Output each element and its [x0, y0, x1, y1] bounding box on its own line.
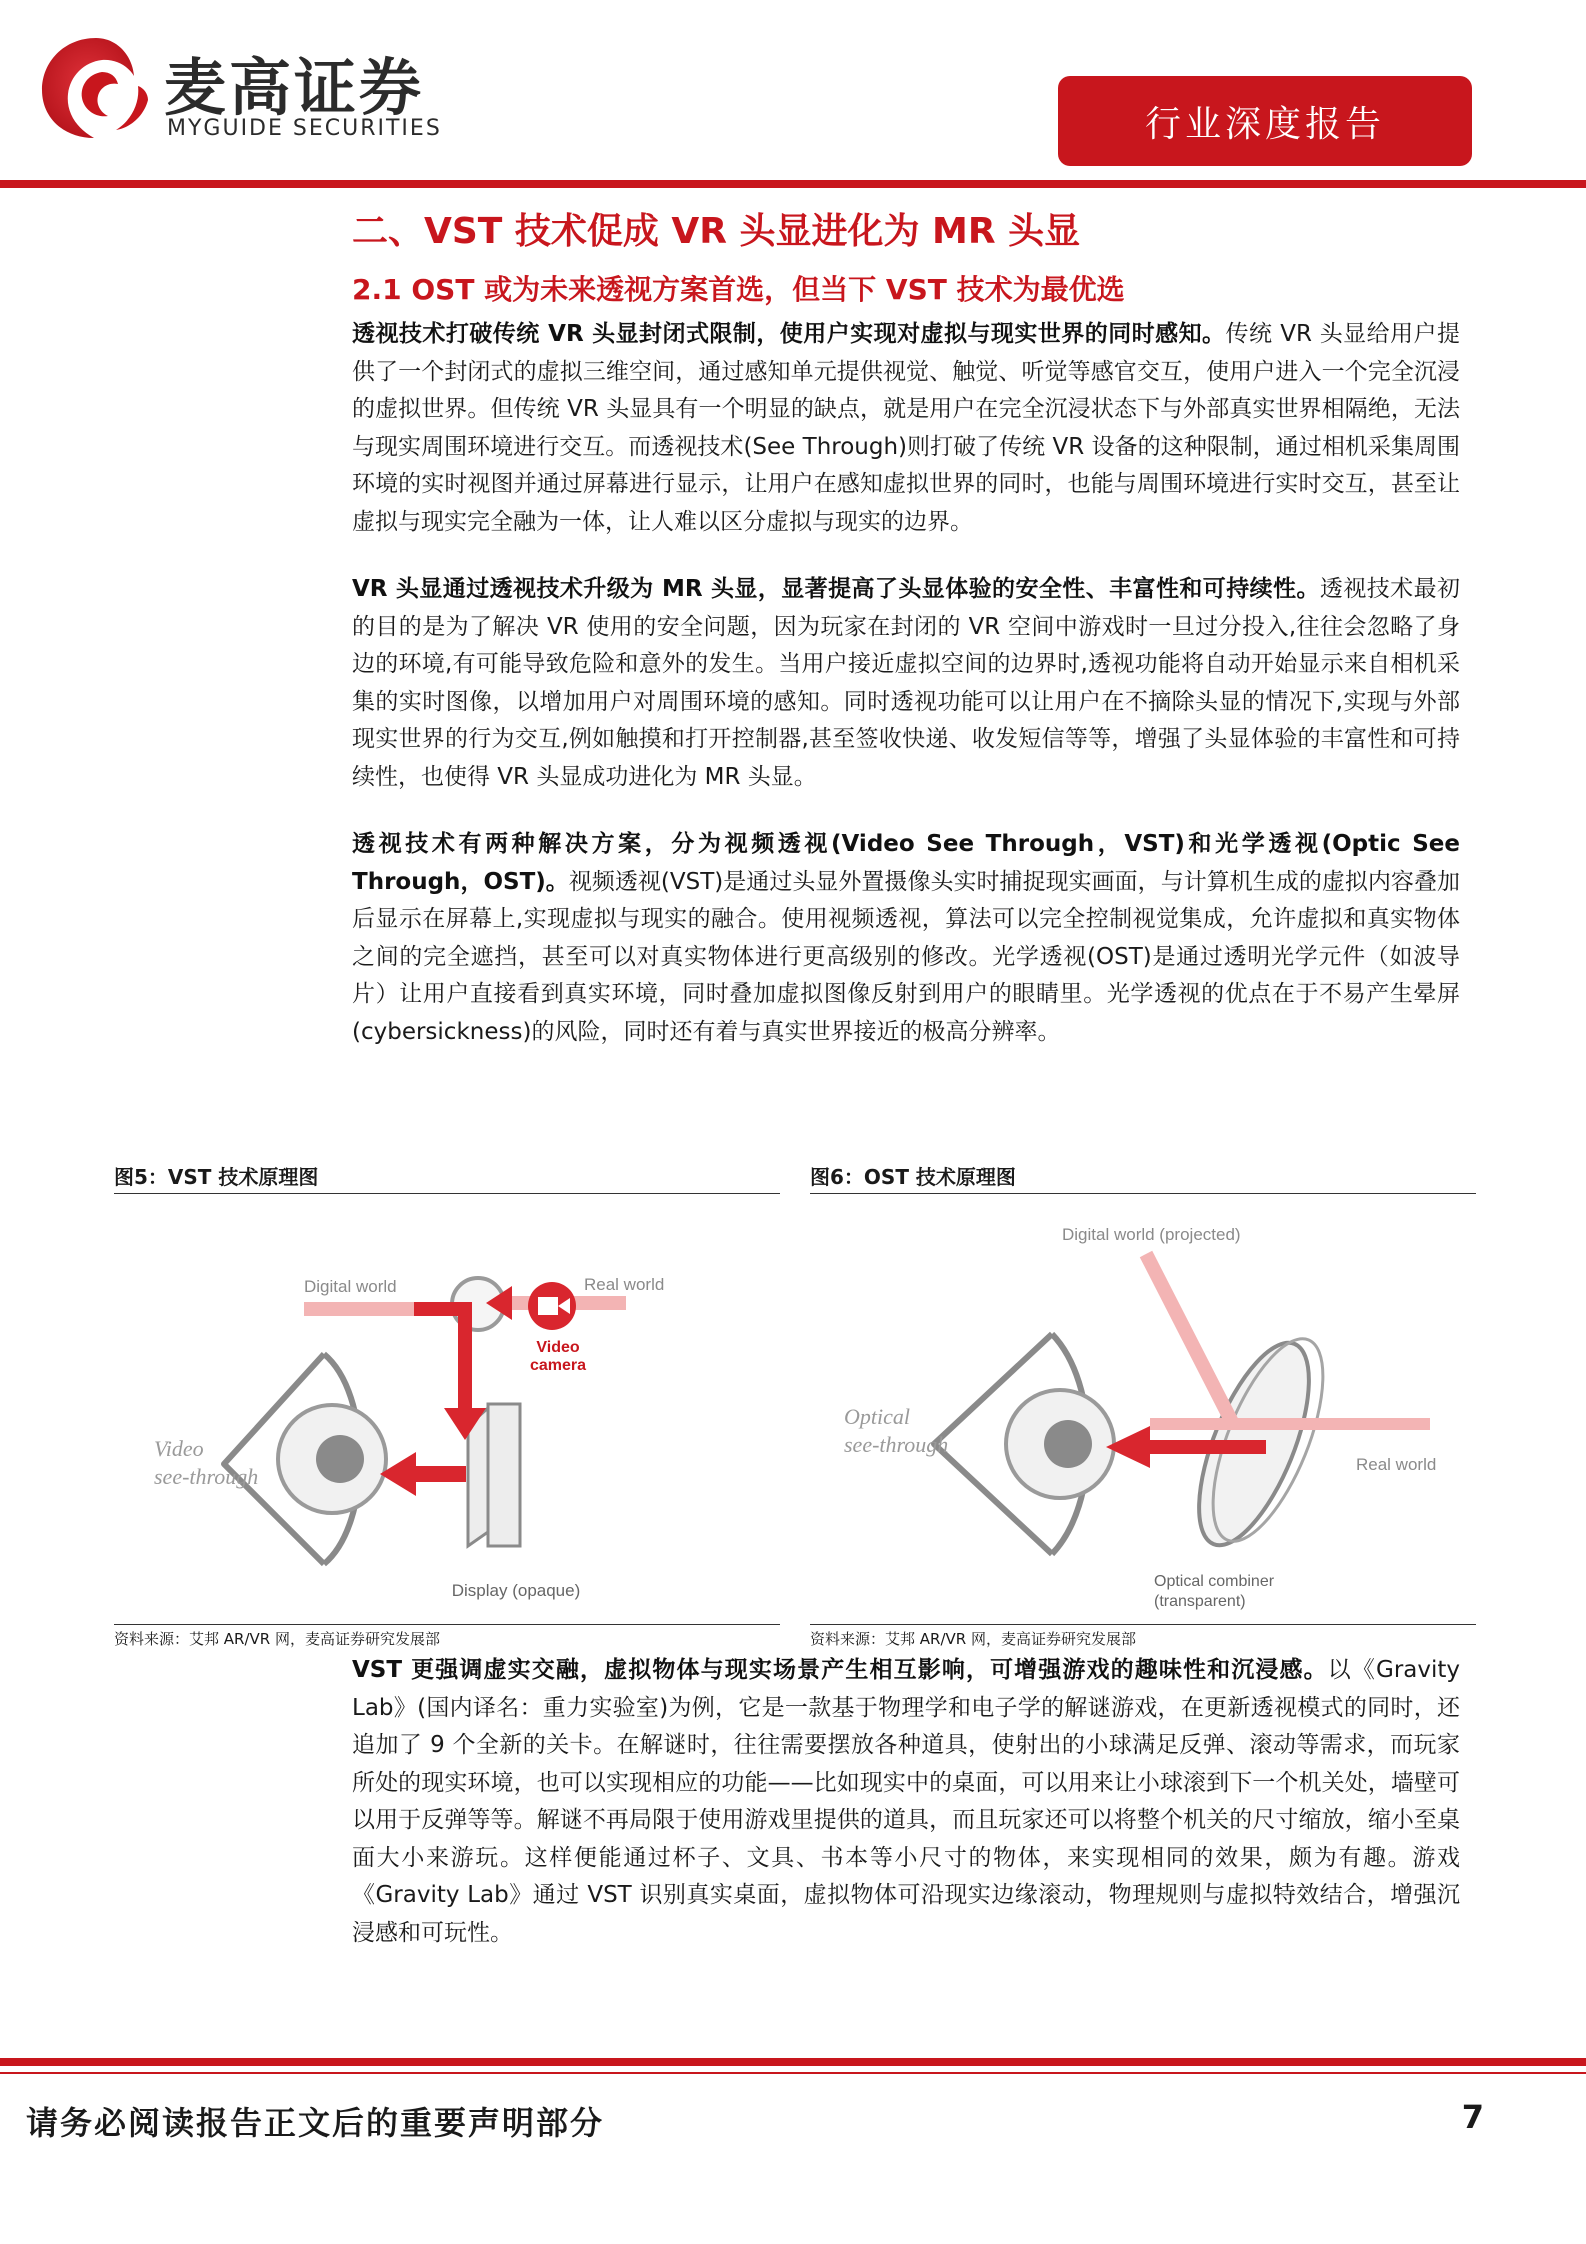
footer-divider-thin [0, 2072, 1586, 2074]
paragraph-3-body: 视频透视(VST)是通过头显外置摄像头实时捕捉现实画面，与计算机生成的虚拟内容叠加后显示在屏幕上,实现虚拟与现实的融合。使用视频透视，算法可以完全控制视觉集成，允许虚拟和真实物体之间的完全遮挡，甚至可以对真实物体进行更高级别的修改。光学透视(OST)是通过透明光学元件（如波导片）让用户直接看到真实环境，同时叠加虚拟图像反射到用户的眼睛里。光学透视的优点在于不易产生晕屏(cybersickness)的风险，同时还有着与真实世界接近的极高分辨率。 [352, 868, 1460, 1045]
eye-icon [224, 1354, 386, 1564]
figure-vst-source: 资料来源：艾邦 AR/VR 网，麦高证券研究发展部 [114, 1624, 780, 1653]
figure-vst-title: 图5：VST 技术原理图 [114, 1160, 780, 1194]
label-mode-2: see-through [154, 1464, 259, 1489]
label-mode-2: see-through [844, 1432, 949, 1457]
label-display: Display (opaque) [451, 1581, 581, 1600]
footer-disclaimer: 请务必阅读报告正文后的重要声明部分 [26, 2104, 605, 2142]
main-content [352, 206, 1460, 1051]
figure-vst-diagram [114, 1194, 780, 1624]
subsection-title: 2.1 OST 或为未来透视方案首选，但当下 VST 技术为最优选 [352, 273, 1125, 306]
paragraph-3-lead: 透视技术有两种解决方案，分为视频透视(Video See Through，VST)和光学透视(Optic See Through，OST)。 [352, 831, 1460, 895]
paragraph-1-lead: 透视技术打破传统 VR 头显封闭式限制，使用户实现对虚拟与现实世界的同时感知。 [352, 321, 1226, 347]
paragraph-4-body: 以《Gravity Lab》(国内译名：重力实验室)为例，它是一款基于物理学和电子学的解谜游戏，在更新透视模式的同时，还追加了 9 个全新的关卡。在解谜时，往往需要摆放各种道具，使射出的小球满足反弹、滚动等需求，而玩家所处的现实环境，也可以实现相应的功能——比如现实中的桌面，可以用来让小球滚到下一个机关处，墙壁可以用于反弹等等。解谜不再局限于使用游戏里提供的道具，而且玩家还可以将整个机关的尺寸缩放，缩小至桌面大小来游玩。这样便能通过杯子、文具、书本等小尺寸的物体，来实现相同的效果，颇为有趣。游戏《Gravity Lab》通过 VST 识别真实桌面，虚拟物体可沿现实边缘滚动，物理规则与虚拟特效结合，增强沉浸感和可玩性。 [352, 1657, 1460, 1946]
display-panel-icon [468, 1404, 520, 1546]
logo-english-name: MYGUIDE SECURITIES [167, 116, 442, 141]
section-title: 二、VST 技术促成 VR 头显进化为 MR 头显 [352, 211, 1081, 252]
paragraph-1-body: 传统 VR 头显给用户提供了一个封闭式的虚拟三维空间，通过感知单元提供视觉、触觉、听觉等感官交互，使用户进入一个完全沉浸的虚拟世界。但传统 VR 头显具有一个明显的缺点，就是用户在完全沉浸状态下与外部真实世界相隔绝，无法与现实周围环境进行交互。而透视技术(See Through)则打破了传统 VR 设备的这种限制，通过相机采集周围环境的实时视图并通过屏幕进行显示，让用户在感知虚拟世界的同时，也能与周围环境进行实时交互，甚至让虚拟与现实完全融为一体，让人难以区分虚拟与现实的边界。 [352, 321, 1461, 535]
paragraph-2-body: 透视技术最初的目的是为了解决 VR 使用的安全问题，因为玩家在封闭的 VR 空间中游戏时一旦过分投入,往往会忽略了身边的环境,有可能导致危险和意外的发生。当用户接近虚拟空间的边界时,透视功能将自动开始显示来自相机采集的实时图像，以增加用户对周围环境的感知。同时透视功能可以让用户在不摘除头显的情况下,实现与外部现实世界的行为交互,例如触摸和打开控制器,甚至签收快递、收发短信等等，增强了头显体验的丰富性和可持续性，也使得 VR 头显成功进化为 MR 头显。 [352, 576, 1461, 790]
label-combiner-2: (transparent) [1154, 1593, 1246, 1610]
label-video-camera-2: camera [529, 1357, 587, 1374]
after-figures-content [352, 1648, 1460, 1952]
footer-divider-thick [0, 2058, 1586, 2066]
company-logo [36, 28, 466, 148]
label-real-world: Real world [1356, 1455, 1437, 1474]
report-type-badge: 行业深度报告 [1058, 76, 1472, 166]
label-mode-1: Optical [844, 1404, 910, 1429]
logo-mark-icon [36, 32, 156, 144]
logo-chinese-name: 麦高证券 [164, 51, 425, 124]
label-video-camera-1: Video [536, 1339, 580, 1356]
video-camera-icon [528, 1282, 576, 1330]
paragraph-3 [352, 826, 1460, 1051]
figure-vst [114, 1160, 780, 1653]
paragraph-2 [352, 571, 1460, 796]
paragraph-4-lead: VST 更强调虚实交融，虚拟物体与现实场景产生相互影响，可增强游戏的趣味性和沉浸感。 [352, 1657, 1328, 1683]
header-divider [0, 180, 1586, 188]
paragraph-2-lead: VR 头显通过透视技术升级为 MR 头显，显著提高了头显体验的安全性、丰富性和可持续性。 [352, 576, 1320, 602]
label-real-world: Real world [584, 1275, 665, 1294]
page-header [0, 0, 1586, 190]
figure-ost-source: 资料来源：艾邦 AR/VR 网，麦高证券研究发展部 [810, 1624, 1476, 1653]
paragraph-4 [352, 1652, 1460, 1952]
paragraph-1 [352, 316, 1460, 541]
display-to-eye-arrow-icon [380, 1452, 466, 1496]
projected-digital-arrow-icon [1146, 1254, 1234, 1426]
label-combiner-1: Optical combiner [1154, 1573, 1275, 1590]
figure-ost-diagram [810, 1194, 1476, 1624]
eye-icon [934, 1334, 1114, 1554]
label-digital-world: Digital world [304, 1277, 397, 1296]
figure-ost-title: 图6：OST 技术原理图 [810, 1160, 1476, 1194]
label-mode-1: Video [154, 1436, 204, 1461]
label-digital-projected: Digital world (projected) [1062, 1225, 1241, 1244]
figure-ost [810, 1160, 1476, 1653]
page-number: 7 [1461, 2098, 1484, 2136]
